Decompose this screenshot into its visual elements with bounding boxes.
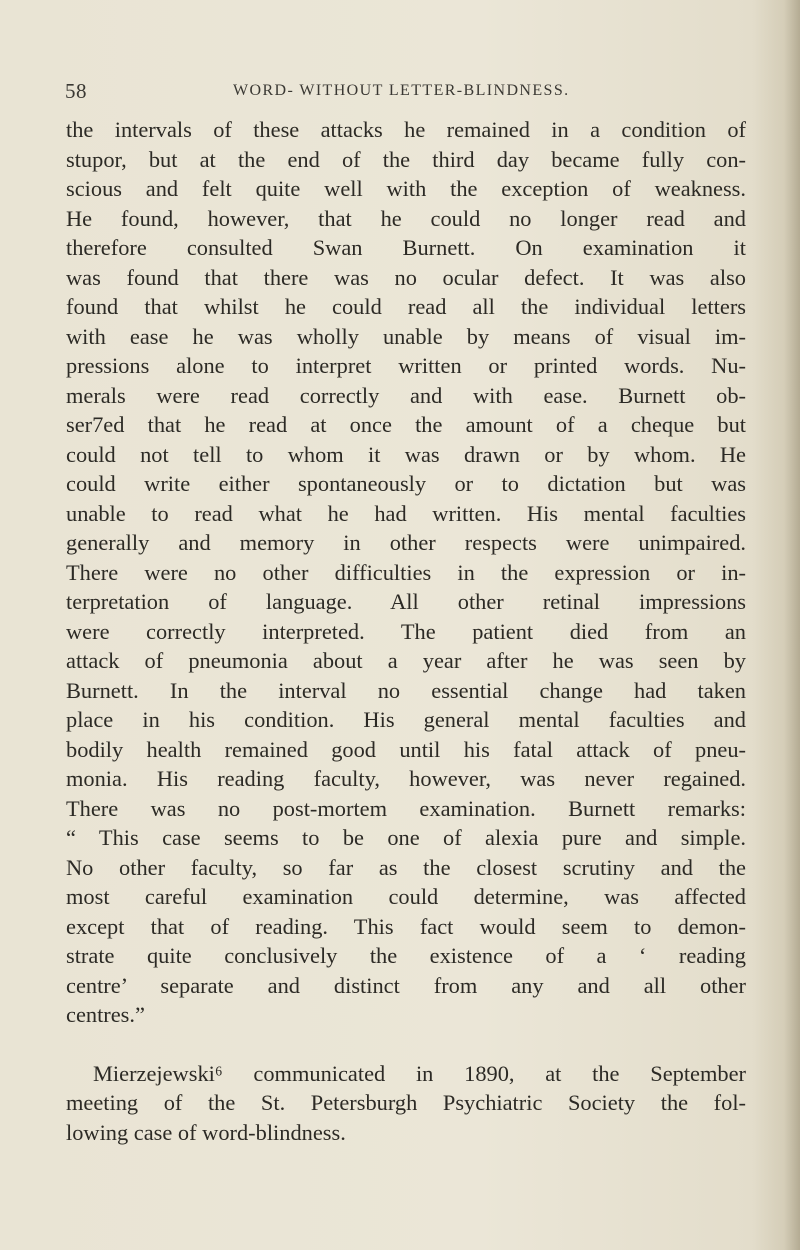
text-line: bodily health remained good until his fatal attack of pneu- [66,736,746,762]
text-line: There was no post-mortem examination. Burnett remarks: [66,795,746,821]
body-text [66,115,746,1147]
text-line: could write either spontaneously or to dictation but was [66,471,746,496]
text-line: ser7ed that he read at once the amount of a cheque but [66,412,746,437]
text-line: No other faculty, so far as the closest scrutiny and the [66,854,746,880]
text-line: Burnett. In the interval no essential change had taken [66,677,746,703]
text-line: merals were read correctly and with ease. Burnett ob- [66,382,746,408]
text-line: scious and felt quite well with the exception of weakness. [66,176,746,201]
text-line: monia. His reading faculty, however, was never regained. [66,766,746,791]
text-line: pressions alone to interpret written or printed words. Nu- [66,353,746,378]
page-edge-shadow [784,0,800,1250]
text-line: lowing case of word-blindness. [66,1119,346,1145]
text-line: most careful examination could determine, was affected [66,884,746,909]
text-line: terpretation of language. All other retinal impressions [66,589,746,614]
text-line: attack of pneumonia about a year after he was seen by [66,648,746,673]
text-line: were correctly interpreted. The patient died from an [66,618,746,644]
text-line: There were no other difficulties in the expression or in- [66,559,746,585]
text-line: generally and memory in other respects were unimpaired. [66,530,746,555]
text-line: centres.” [66,1002,145,1027]
text-line: could not tell to whom it was drawn or by whom. He [66,441,746,467]
page-number: 58 [65,79,87,103]
text-line: except that of reading. This fact would seem to demon- [66,913,746,939]
text-line: place in his condition. His general mental faculties and [66,707,746,732]
page-header [65,79,685,103]
paragraph-gap [66,1030,746,1059]
text-line: unable to read what he had written. His mental faculties [66,500,746,526]
text-line: the intervals of these attacks he remained in a condition of [66,117,746,142]
text-line: centre’ separate and distinct from any and all other [66,972,746,998]
running-head: WORD- WITHOUT LETTER-BLINDNESS. [233,82,570,99]
text-line: stupor, but at the end of the third day became fully con- [66,146,746,172]
text-line: was found that there was no ocular defect. It was also [66,264,746,290]
text-line: strate quite conclusively the existence of a ‘ reading [66,943,746,968]
text-line: He found, however, that he could no longer read and [66,205,746,231]
paragraph [66,1059,746,1148]
text-line: meeting of the St. Petersburgh Psychiatric Society the fol- [66,1090,746,1115]
text-line: Mierzejewski⁶ communicated in 1890, at the September [93,1060,746,1086]
text-line: “ This case seems to be one of alexia pure and simple. [66,825,746,850]
text-line: with ease he was wholly unable by means of visual im- [66,323,746,349]
text-line: found that whilst he could read all the individual letters [66,294,746,319]
paragraph [66,115,746,1030]
text-line: therefore consulted Swan Burnett. On examination it [66,235,746,260]
